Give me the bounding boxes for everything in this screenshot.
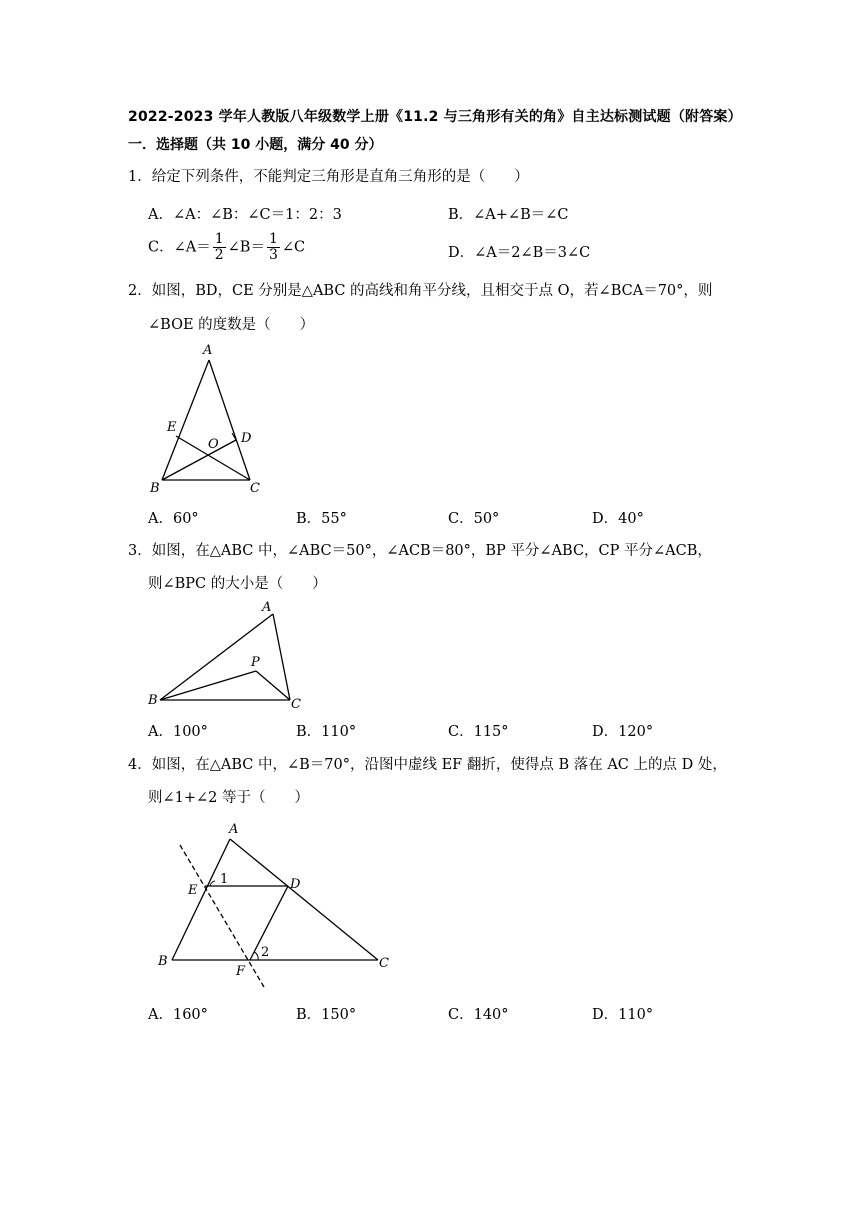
vertex-label-b: B — [150, 481, 160, 496]
option-text: 110° — [321, 724, 357, 740]
option-text: 120° — [618, 724, 654, 740]
q3-option-c[interactable] — [448, 720, 509, 741]
option-label: D． — [592, 1007, 619, 1023]
fraction-numerator: 1 — [268, 231, 278, 247]
option-text: 150° — [321, 1007, 357, 1023]
q4-option-c[interactable] — [448, 1003, 509, 1024]
q4-option-b[interactable] — [296, 1003, 356, 1024]
q2-option-c[interactable] — [448, 507, 499, 528]
point-label-d: D — [290, 877, 301, 892]
option-text: 60° — [172, 511, 199, 527]
point-label-p: P — [251, 655, 260, 670]
option-label: A． — [148, 207, 173, 223]
option-label: B． — [296, 511, 322, 527]
option-text: ∠A：∠B：∠C＝1：2：3 — [172, 207, 342, 223]
question-3-line2: 则∠BPC 的大小是（ ） — [148, 576, 327, 592]
fraction-one-third — [267, 232, 280, 263]
q1-option-c[interactable] — [148, 232, 305, 263]
vertex-label-c: C — [379, 956, 389, 971]
option-label: C． — [148, 239, 174, 256]
option-text: 55° — [321, 511, 347, 527]
point-label-d: D — [241, 431, 252, 446]
section-heading: 一．选择题（共 10 小题，满分 40 分） — [128, 137, 383, 153]
q2-option-b[interactable] — [296, 507, 347, 528]
option-text: ∠A＝2∠B＝3∠C — [474, 245, 591, 261]
option-label: B． — [296, 1007, 322, 1023]
question-2 — [128, 281, 712, 301]
question-1 — [128, 167, 529, 187]
option-label: D． — [448, 245, 475, 261]
q1-option-d[interactable] — [448, 241, 590, 262]
option-label: D． — [592, 511, 619, 527]
question-4-line2: 则∠1+∠2 等于（ ） — [148, 790, 310, 806]
option-text: 50° — [473, 511, 500, 527]
option-text: 100° — [172, 724, 208, 740]
vertex-label-a: A — [203, 343, 213, 358]
fraction-denominator: 3 — [268, 247, 278, 263]
q2-figure-triangle — [140, 340, 270, 500]
fraction-one-half — [213, 232, 226, 263]
angle-label-1: 1 — [220, 872, 229, 887]
option-label: C． — [448, 511, 474, 527]
point-label-e: E — [188, 883, 198, 898]
option-text: ∠A+∠B＝∠C — [473, 207, 569, 223]
option-label: A． — [148, 511, 173, 527]
option-label: B． — [448, 207, 474, 223]
q3-option-a[interactable] — [148, 720, 208, 741]
question-stem-line1: 如图，在△ABC 中，∠ABC＝50°，∠ACB＝80°，BP 平分∠ABC，CP 平分∠ACB， — [151, 543, 712, 559]
question-number: 4． — [128, 757, 152, 773]
q1-option-a[interactable] — [148, 203, 342, 224]
q1-option-b[interactable] — [448, 203, 568, 224]
option-label: B． — [296, 724, 322, 740]
option-text: 40° — [618, 511, 644, 527]
vertex-label-b: B — [148, 693, 158, 708]
option-text: 110° — [618, 1007, 654, 1023]
question-stem: 给定下列条件，不能判定三角形是直角三角形的是（ ） — [151, 169, 529, 185]
question-stem-line1: 如图，BD，CE 分别是△ABC 的高线和角平分线，且相交于点 O，若∠BCA＝70°，则 — [151, 283, 713, 299]
vertex-label-a: A — [229, 822, 239, 837]
vertex-label-b: B — [158, 954, 168, 969]
question-number: 1． — [128, 169, 152, 185]
option-text-post: ∠C — [281, 239, 306, 256]
point-label-f: F — [236, 964, 246, 979]
q2-option-a[interactable] — [148, 507, 199, 528]
vertex-label-c: C — [250, 481, 260, 496]
option-label: C． — [448, 1007, 474, 1023]
option-label: A． — [148, 1007, 173, 1023]
q2-option-d[interactable] — [592, 507, 644, 528]
fraction-numerator: 1 — [214, 231, 224, 247]
option-text: 115° — [473, 724, 509, 740]
question-number: 3． — [128, 543, 152, 559]
option-label: D． — [592, 724, 619, 740]
question-3 — [128, 541, 712, 561]
q4-option-a[interactable] — [148, 1003, 208, 1024]
option-text: 160° — [172, 1007, 208, 1023]
q3-option-d[interactable] — [592, 720, 653, 741]
document-title: 2022-2023 学年人教版八年级数学上册《11.2 与三角形有关的角》自主达标测试题（附答案） — [128, 109, 742, 125]
question-stem-line1: 如图，在△ABC 中，∠B＝70°，沿图中虚线 EF 翻折，使得点 B 落在 AC 上的点 D 处， — [151, 757, 727, 773]
option-text-pre: ∠A＝ — [173, 239, 211, 256]
question-2-line2: ∠BOE 的度数是（ ） — [148, 317, 315, 333]
question-number: 2． — [128, 283, 152, 299]
option-label: C． — [448, 724, 474, 740]
q4-figure-fold — [150, 815, 400, 995]
vertex-label-a: A — [262, 600, 272, 615]
q3-figure-triangle — [140, 596, 320, 712]
question-4 — [128, 755, 727, 775]
q3-option-b[interactable] — [296, 720, 356, 741]
q4-option-d[interactable] — [592, 1003, 653, 1024]
point-label-o: O — [208, 437, 219, 452]
vertex-label-c: C — [291, 697, 301, 712]
option-label: A． — [148, 724, 173, 740]
option-text-mid: ∠B＝ — [227, 239, 265, 256]
angle-label-2: 2 — [261, 945, 270, 960]
point-label-e: E — [167, 420, 177, 435]
option-text: 140° — [473, 1007, 509, 1023]
fraction-denominator: 2 — [214, 247, 224, 263]
